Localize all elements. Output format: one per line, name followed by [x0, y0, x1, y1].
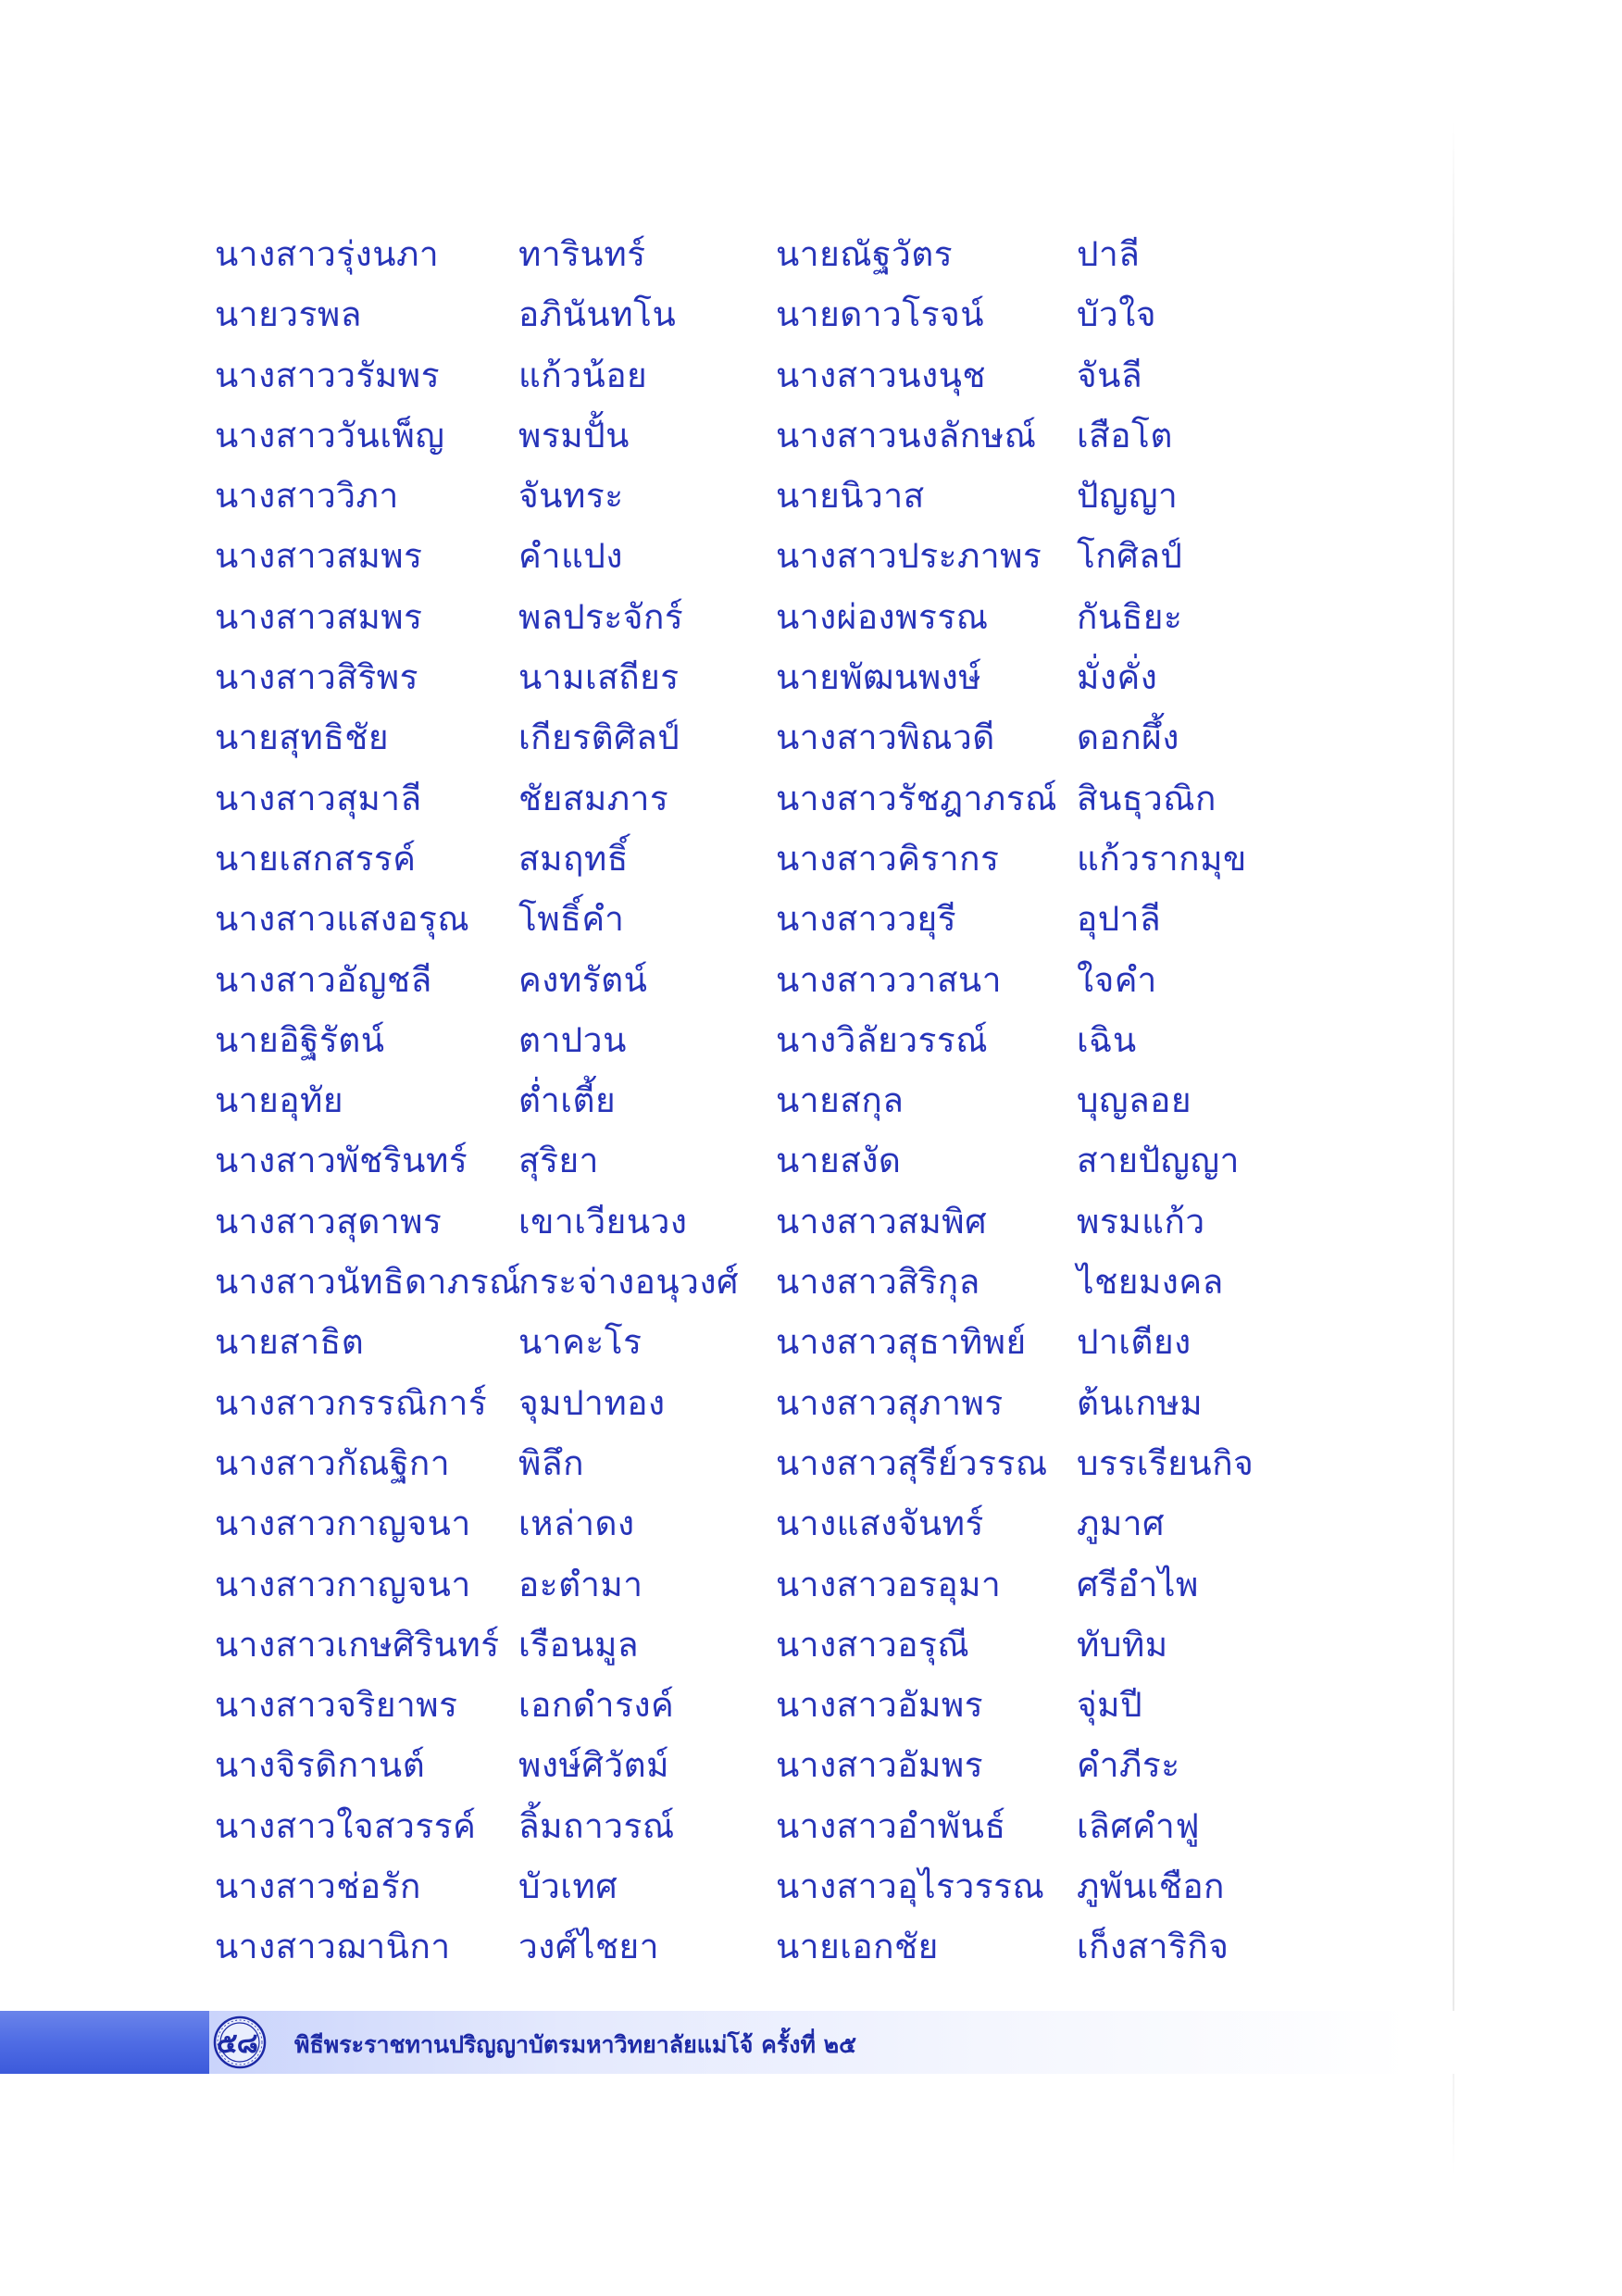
right-first-name: นางสาวพิณวดี [776, 718, 995, 758]
left-surname: คงทรัตน์ [518, 959, 648, 1000]
left-surname: ต่ำเตี้ย [518, 1080, 617, 1121]
left-first-name: นางสาวนัทธิดาภรณ์ [215, 1262, 521, 1303]
name-row [0, 353, 1622, 413]
left-surname: พิลึก [518, 1442, 584, 1483]
left-surname: พรมปั้น [518, 415, 630, 455]
right-first-name: นางสาวอุไรวรรณ [776, 1866, 1045, 1907]
name-row [0, 594, 1622, 655]
left-surname: โพธิ์คำ [518, 899, 625, 940]
right-first-name: นายดาวโรจน์ [776, 294, 985, 335]
left-surname: จุมปาทอง [518, 1382, 666, 1423]
right-first-name: นางสาวรัชฎาภรณ์ [776, 778, 1057, 818]
right-first-name: นางสาวสุรีย์วรรณ [776, 1442, 1048, 1483]
left-first-name: นางสาวช่อรัก [215, 1866, 421, 1907]
right-first-name: นางสาวอำพันธ์ [776, 1805, 1006, 1846]
right-surname: กันธิยะ [1077, 596, 1183, 637]
right-first-name: นางสาววยุรี [776, 899, 957, 940]
left-surname: จันทระ [518, 476, 624, 517]
name-row [0, 292, 1622, 352]
name-row [0, 1742, 1622, 1803]
right-first-name: นายสงัด [776, 1141, 902, 1181]
name-row [0, 1199, 1622, 1259]
name-row [0, 896, 1622, 956]
left-first-name: นางสาววันเพ็ญ [215, 415, 445, 455]
left-surname: กระจ่างอนุวงศ์ [518, 1262, 740, 1303]
right-surname: ปัญญา [1077, 476, 1179, 517]
right-first-name: นางวิลัยวรรณ์ [776, 1019, 989, 1060]
right-surname: ต้นเกษม [1077, 1382, 1204, 1423]
left-first-name: นายอุทัย [215, 1080, 344, 1121]
right-surname: ภูมาศ [1077, 1504, 1166, 1544]
left-first-name: นางสาวกัณฐิกา [215, 1442, 451, 1483]
right-surname: เสือโต [1077, 415, 1173, 455]
name-row [0, 1562, 1622, 1622]
left-first-name: นางสาวใจสวรรค์ [215, 1805, 477, 1846]
left-surname: พงษ์ศิวัตม์ [518, 1745, 670, 1786]
left-first-name: นายวรพล [215, 294, 362, 335]
right-first-name: นางผ่องพรรณ [776, 596, 989, 637]
right-surname: บุญลอย [1077, 1080, 1192, 1121]
right-surname: คำภีระ [1077, 1745, 1180, 1786]
left-first-name: นางสาวจริยาพร [215, 1685, 458, 1726]
right-surname: ภูพันเชือก [1077, 1866, 1225, 1907]
left-first-name: นางสาวเกษศิรินทร์ [215, 1624, 500, 1665]
right-first-name: นายเอกชัย [776, 1927, 939, 1967]
left-surname: พลประจักร์ [518, 596, 684, 637]
left-first-name: นายสุทธิชัย [215, 718, 390, 758]
name-row [0, 655, 1622, 715]
left-first-name: นางสาวแสงอรุณ [215, 899, 470, 940]
right-first-name: นายสกุล [776, 1080, 905, 1121]
right-first-name: นางสาวอรอุมา [776, 1564, 1002, 1604]
right-surname: ปาลี [1077, 234, 1141, 274]
left-surname: นามเสถียร [518, 657, 680, 698]
left-first-name: นายเสกสรรค์ [215, 838, 417, 879]
name-row [0, 715, 1622, 775]
name-row [0, 1259, 1622, 1319]
left-first-name: นายอิฐิรัตน์ [215, 1019, 385, 1060]
name-row [0, 1622, 1622, 1682]
name-row [0, 1924, 1622, 1984]
right-surname: บรรเรียนกิจ [1077, 1442, 1254, 1483]
left-surname: ชัยสมภาร [518, 778, 669, 818]
left-surname: นาคะโร [518, 1322, 643, 1363]
right-first-name: นางแสงจันทร์ [776, 1504, 984, 1544]
right-first-name: นางสาวนงนุช [776, 355, 987, 395]
right-surname: มั่งคั่ง [1077, 657, 1158, 698]
name-row [0, 957, 1622, 1017]
right-surname: ดอกผึ้ง [1077, 718, 1179, 758]
right-surname: ใจคำ [1077, 959, 1157, 1000]
left-surname: วงศ์ไชยา [518, 1927, 660, 1967]
left-surname: เขาเวียนวง [518, 1201, 688, 1242]
left-surname: อภินันทโน [518, 294, 677, 335]
left-surname: ทารินทร์ [518, 234, 646, 274]
right-first-name: นางสาวสมพิศ [776, 1201, 988, 1242]
left-surname: เกียรติศิลป์ [518, 718, 680, 758]
footer-blue-block [0, 2011, 209, 2074]
name-row [0, 1864, 1622, 1924]
right-first-name: นางสาวนงลักษณ์ [776, 415, 1037, 455]
left-first-name: นางจิรดิกานต์ [215, 1745, 426, 1786]
left-first-name: นางสาวกาญจนา [215, 1504, 471, 1544]
right-surname: สายปัญญา [1077, 1141, 1240, 1181]
name-row [0, 1501, 1622, 1561]
right-surname: ศรีอำไพ [1077, 1564, 1199, 1604]
right-surname: เฉิน [1077, 1019, 1137, 1060]
name-row [0, 1078, 1622, 1138]
right-first-name: นางสาวสุภาพร [776, 1382, 1004, 1423]
left-surname: อะตำมา [518, 1564, 643, 1604]
right-surname: เก็งสาริกิจ [1077, 1927, 1229, 1967]
right-first-name: นายนิวาส [776, 476, 925, 517]
right-first-name: นางสาวสิริกุล [776, 1262, 980, 1303]
left-first-name: นางสาวสุมาลี [215, 778, 422, 818]
name-row [0, 473, 1622, 533]
right-surname: เลิศคำฟู [1077, 1805, 1201, 1846]
right-first-name: นางสาววาสนา [776, 959, 1002, 1000]
left-surname: แก้วน้อย [518, 355, 648, 395]
name-row [0, 1017, 1622, 1078]
right-first-name: นายพัฒนพงษ์ [776, 657, 982, 698]
left-surname: เหล่าดง [518, 1504, 635, 1544]
right-surname: พรมแก้ว [1077, 1201, 1205, 1242]
left-first-name: นางสาวสมพร [215, 596, 423, 637]
right-surname: โกศิลป์ [1077, 536, 1183, 577]
left-surname: ตาปวน [518, 1019, 627, 1060]
left-first-name: นางสาววรัมพร [215, 355, 441, 395]
left-surname: เอกดำรงค์ [518, 1685, 675, 1726]
right-first-name: นางสาวอัมพร [776, 1685, 984, 1726]
right-surname: สินธุวณิก [1077, 778, 1216, 818]
right-surname: จันลี [1077, 355, 1143, 395]
right-first-name: นางสาวสุธาทิพย์ [776, 1322, 1027, 1363]
name-row [0, 1138, 1622, 1198]
right-first-name: นางสาวประภาพร [776, 536, 1042, 577]
left-surname: ลิ้มถาวรณ์ [518, 1805, 675, 1846]
page-number: ๕๘ [217, 2028, 257, 2060]
left-surname: คำแปง [518, 536, 623, 577]
left-surname: สมฤทธิ์ [518, 838, 629, 879]
right-first-name: นายณัฐวัตร [776, 234, 954, 274]
left-surname: บัวเทศ [518, 1866, 618, 1907]
left-first-name: นายสาธิต [215, 1322, 365, 1363]
left-surname: สุริยา [518, 1141, 599, 1181]
graduate-name-list [0, 231, 1622, 1985]
left-first-name: นางสาวกาญจนา [215, 1564, 471, 1604]
left-first-name: นางสาววิภา [215, 476, 399, 517]
left-first-name: นางสาวสุดาพร [215, 1201, 443, 1242]
left-first-name: นางสาวอัญชลี [215, 959, 432, 1000]
name-row [0, 1682, 1622, 1742]
right-surname: ไชยมงคล [1077, 1262, 1224, 1303]
name-row [0, 413, 1622, 473]
name-row [0, 231, 1622, 292]
ceremony-title: พิธีพระราชทานปริญญาบัตรมหาวิทยาลัยแม่โจ้ ครั้งที่ ๒๕ [294, 2031, 857, 2058]
name-row [0, 836, 1622, 896]
left-first-name: นางสาวสมพร [215, 536, 423, 577]
name-row [0, 776, 1622, 836]
right-first-name: นางสาวคิรากร [776, 838, 1000, 879]
left-first-name: นางสาวกรรณิการ์ [215, 1382, 488, 1423]
left-surname: เรือนมูล [518, 1624, 640, 1665]
name-row [0, 1380, 1622, 1441]
right-surname: บัวใจ [1077, 294, 1157, 335]
right-surname: แก้วรากมุข [1077, 838, 1247, 879]
right-surname: อุปาลี [1077, 899, 1162, 940]
right-first-name: นางสาวอรุณี [776, 1624, 970, 1665]
right-first-name: นางสาวอัมพร [776, 1745, 984, 1786]
name-row [0, 1803, 1622, 1864]
right-surname: ทับทิม [1077, 1624, 1168, 1665]
right-surname: ปาเตียง [1077, 1322, 1192, 1363]
right-surname: จุ่มปี [1077, 1685, 1143, 1726]
name-row [0, 1441, 1622, 1501]
name-row [0, 1319, 1622, 1379]
name-row [0, 533, 1622, 593]
left-first-name: นางสาวรุ่งนภา [215, 234, 440, 274]
left-first-name: นางสาวสิริพร [215, 657, 418, 698]
left-first-name: นางสาวฌานิกา [215, 1927, 451, 1967]
left-first-name: นางสาวพัชรินทร์ [215, 1141, 468, 1181]
